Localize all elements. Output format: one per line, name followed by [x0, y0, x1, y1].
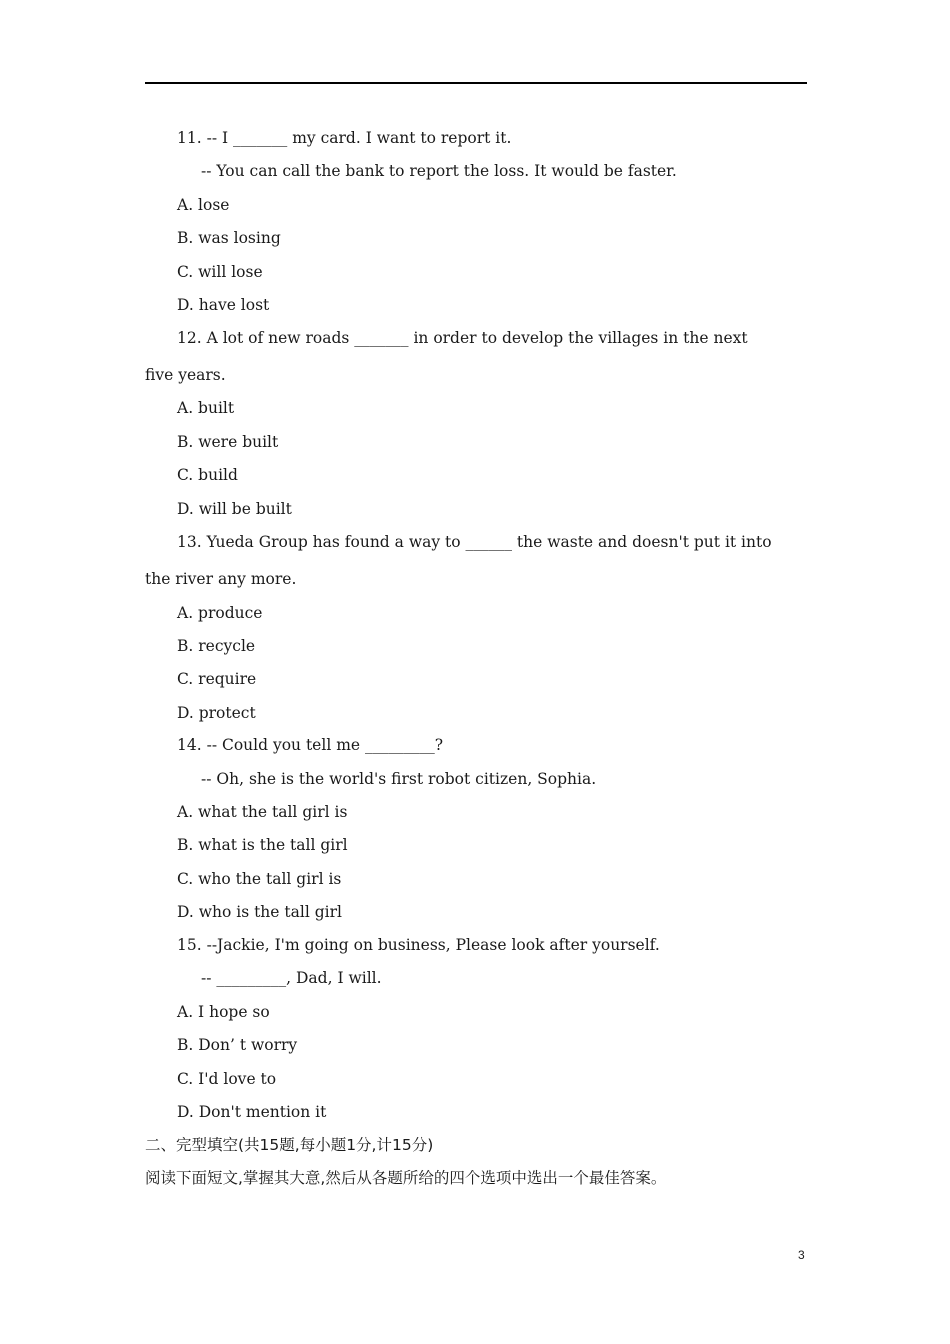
- question-14-reply: -- Oh, she is the world's first robot citizen, Sophia.: [201, 770, 597, 788]
- question-11-option-b: B. was losing: [177, 229, 281, 247]
- question-12-prompt: 12. A lot of new roads _______ in order to develop the villages in the next: [177, 329, 748, 347]
- section-instruction: 阅读下面短文,掌握其大意,然后从各题所给的四个选项中选出一个最佳答案。: [145, 1169, 667, 1187]
- question-15-option-c: C. I'd love to: [177, 1070, 277, 1088]
- question-11-option-c: C. will lose: [177, 263, 263, 281]
- question-15-option-d: D. Don't mention it: [177, 1103, 327, 1121]
- question-13-option-d: D. protect: [177, 704, 256, 722]
- question-11-reply: -- You can call the bank to report the loss. It would be faster.: [201, 162, 677, 180]
- page-number: 3: [798, 1248, 805, 1262]
- question-11-option-a: A. lose: [177, 196, 230, 214]
- question-14-option-a: A. what the tall girl is: [177, 803, 348, 821]
- question-15-option-b: B. Don’ t worry: [177, 1036, 298, 1054]
- question-12-option-a: A. built: [177, 399, 235, 417]
- question-12-prompt-continued: five years.: [145, 366, 226, 384]
- question-13-option-b: B. recycle: [177, 637, 256, 655]
- question-15-option-a: A. I hope so: [177, 1003, 270, 1021]
- header-rule: [145, 82, 807, 84]
- question-13-option-a: A. produce: [177, 604, 263, 622]
- question-13-prompt-continued: the river any more.: [145, 570, 297, 588]
- question-12-option-c: C. build: [177, 466, 238, 484]
- question-11-prompt: 11. -- I _______ my card. I want to report it.: [177, 129, 512, 147]
- question-13-prompt: 13. Yueda Group has found a way to ______ the waste and doesn't put it into: [177, 533, 772, 551]
- question-14-option-c: C. who the tall girl is: [177, 870, 342, 888]
- question-15-reply: -- _________, Dad, I will.: [201, 969, 382, 987]
- question-11-option-d: D. have lost: [177, 296, 270, 314]
- question-15-prompt: 15. --Jackie, I'm going on business, Please look after yourself.: [177, 936, 660, 954]
- question-12-option-d: D. will be built: [177, 500, 292, 518]
- section-heading: 二、完型填空(共15题,每小题1分,计15分): [145, 1136, 434, 1154]
- question-14-prompt: 14. -- Could you tell me _________?: [177, 736, 444, 754]
- question-13-option-c: C. require: [177, 670, 257, 688]
- question-14-option-d: D. who is the tall girl: [177, 903, 342, 921]
- question-14-option-b: B. what is the tall girl: [177, 836, 348, 854]
- question-12-option-b: B. were built: [177, 433, 279, 451]
